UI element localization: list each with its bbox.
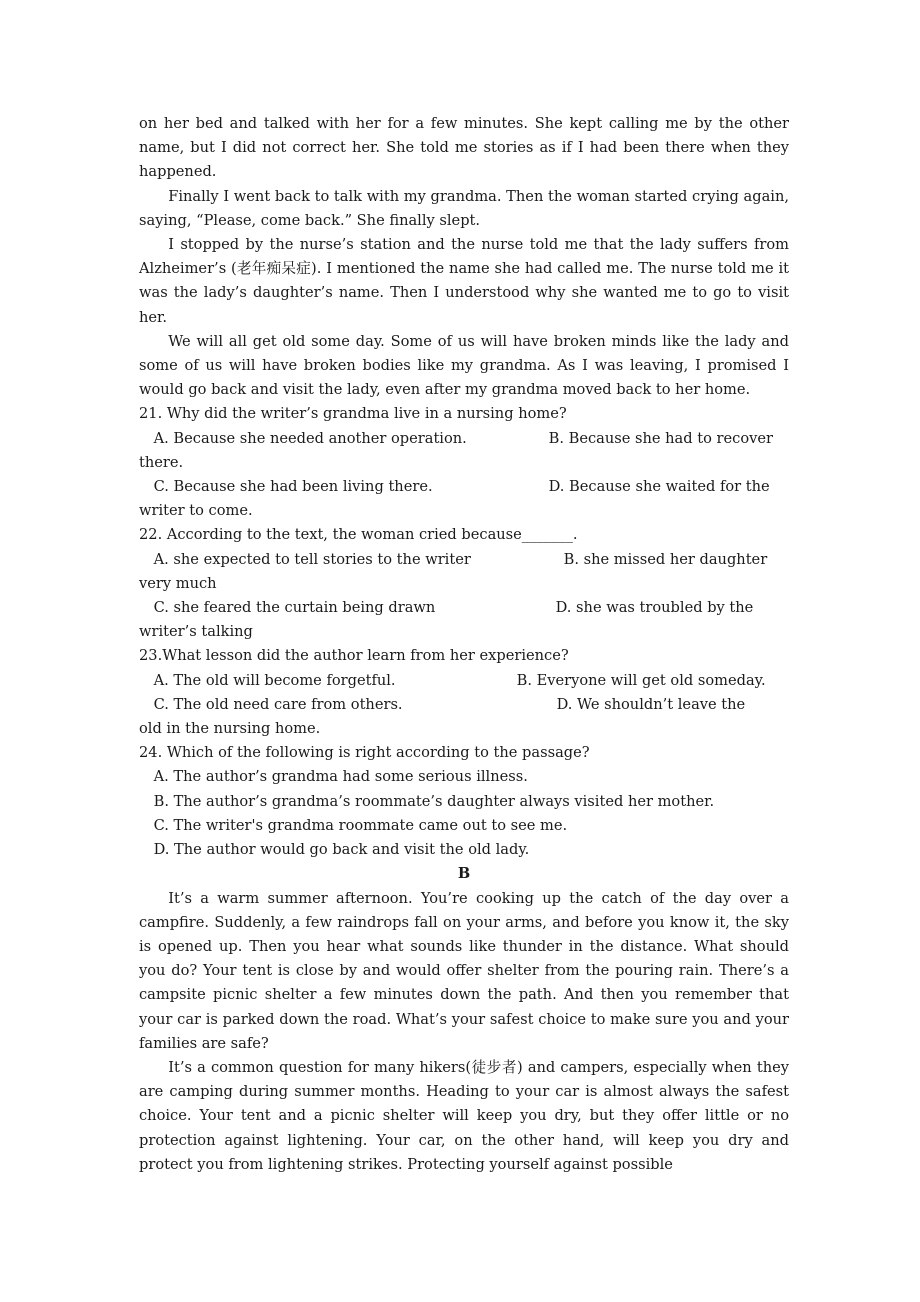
option-21-d: D. Because she waited for the (548, 478, 770, 496)
question-23-options (139, 669, 789, 742)
question-21-options (139, 427, 789, 524)
option-23-b: B. Everyone will get old someday. (516, 671, 766, 689)
option-21-c: C. Because she had been living there. (153, 478, 433, 496)
passage-a-paragraph-4: We will all get old some day. Some of us will have broken minds like the lady and some of us will have broken bodies like my grandma. As I was leaving, I promised I would go back and visit the lady, even after my grandma moved back to her home. (139, 332, 789, 399)
option-21-d-continued: writer to come. (139, 502, 253, 520)
option-23-d: D. We shouldn’t leave the (556, 695, 746, 713)
section-b-paragraph-2: It’s a common question for many hikers(徒步者) and campers, especially when they are camping during summer months. Heading to your car is almost always the safest choice. Your tent and a picnic shelter will keep you dry, but they offer little or no protection against lightening. Your car, on the other hand, will keep you dry and protect you from lightening strikes. Protecting yourself against possible (139, 1058, 789, 1173)
option-22-c: C. she feared the curtain being drawn (153, 599, 436, 617)
section-b-heading: B (457, 865, 471, 883)
question-24-stem: 24. Which of the following is right according to the passage? (139, 744, 590, 762)
question-22-options (139, 548, 789, 645)
question-21-stem: 21. Why did the writer’s grandma live in a nursing home? (139, 405, 567, 423)
option-22-d: D. she was troubled by the (555, 599, 754, 617)
passage-a-paragraph-3: I stopped by the nurse’s station and the nurse told me that the lady suffers from Alzheimer’s (老年痴呆症). I mentioned the name she had called me. The nurse told me it was the lady’s daughter’s name. Then I understood why she wanted me to go to visit her. (139, 236, 789, 326)
option-22-b: B. she missed her daughter (563, 550, 768, 568)
option-23-d-continued: old in the nursing home. (139, 720, 321, 738)
option-22-d-continued: writer’s talking (139, 623, 253, 641)
option-22-a: A. she expected to tell stories to the writer (153, 550, 471, 568)
option-24-c: C. The writer's grandma roommate came out to see me. (153, 816, 568, 834)
option-23-a: A. The old will become forgetful. (153, 671, 396, 689)
question-24-options (139, 765, 789, 862)
option-21-a: A. Because she needed another operation. (153, 429, 467, 447)
option-21-b-continued: there. (139, 453, 184, 471)
option-24-d: D. The author would go back and visit the old lady. (153, 841, 530, 859)
option-21-b: B. Because she had to recover (548, 429, 773, 447)
passage-a-paragraph-1: on her bed and talked with her for a few minutes. She kept calling me by the other name, but I did not correct her. She told me stories as if I had been there when they happened. (139, 115, 789, 181)
section-b-paragraph-1: It’s a warm summer afternoon. You’re cooking up the catch of the day over a campfire. Suddenly, a few raindrops fall on your arms, and before you know it, the sky is opened up. Then you hear what sounds like thunder in the distance. What should you do? Your tent is close by and would offer shelter from the pouring rain. There’s a campsite picnic shelter a few minutes down the path. And then you remember that your car is parked down the road. What’s your safest choice to make sure you and your families are safe? (139, 889, 789, 1052)
option-24-b: B. The author’s grandma’s roommate’s daughter always visited her mother. (153, 792, 715, 810)
option-24-a: A. The author’s grandma had some serious illness. (153, 768, 528, 786)
option-23-c: C. The old need care from others. (153, 695, 403, 713)
question-23-stem: 23.What lesson did the author learn from her experience? (139, 647, 569, 665)
option-22-b-continued: very much (139, 574, 217, 592)
document-page (139, 112, 789, 1177)
passage-a-paragraph-2: Finally I went back to talk with my grandma. Then the woman started crying again, saying, “Please, come back.” She finally slept. (139, 187, 789, 229)
question-22-stem: 22. According to the text, the woman cried because_______. (139, 526, 578, 544)
